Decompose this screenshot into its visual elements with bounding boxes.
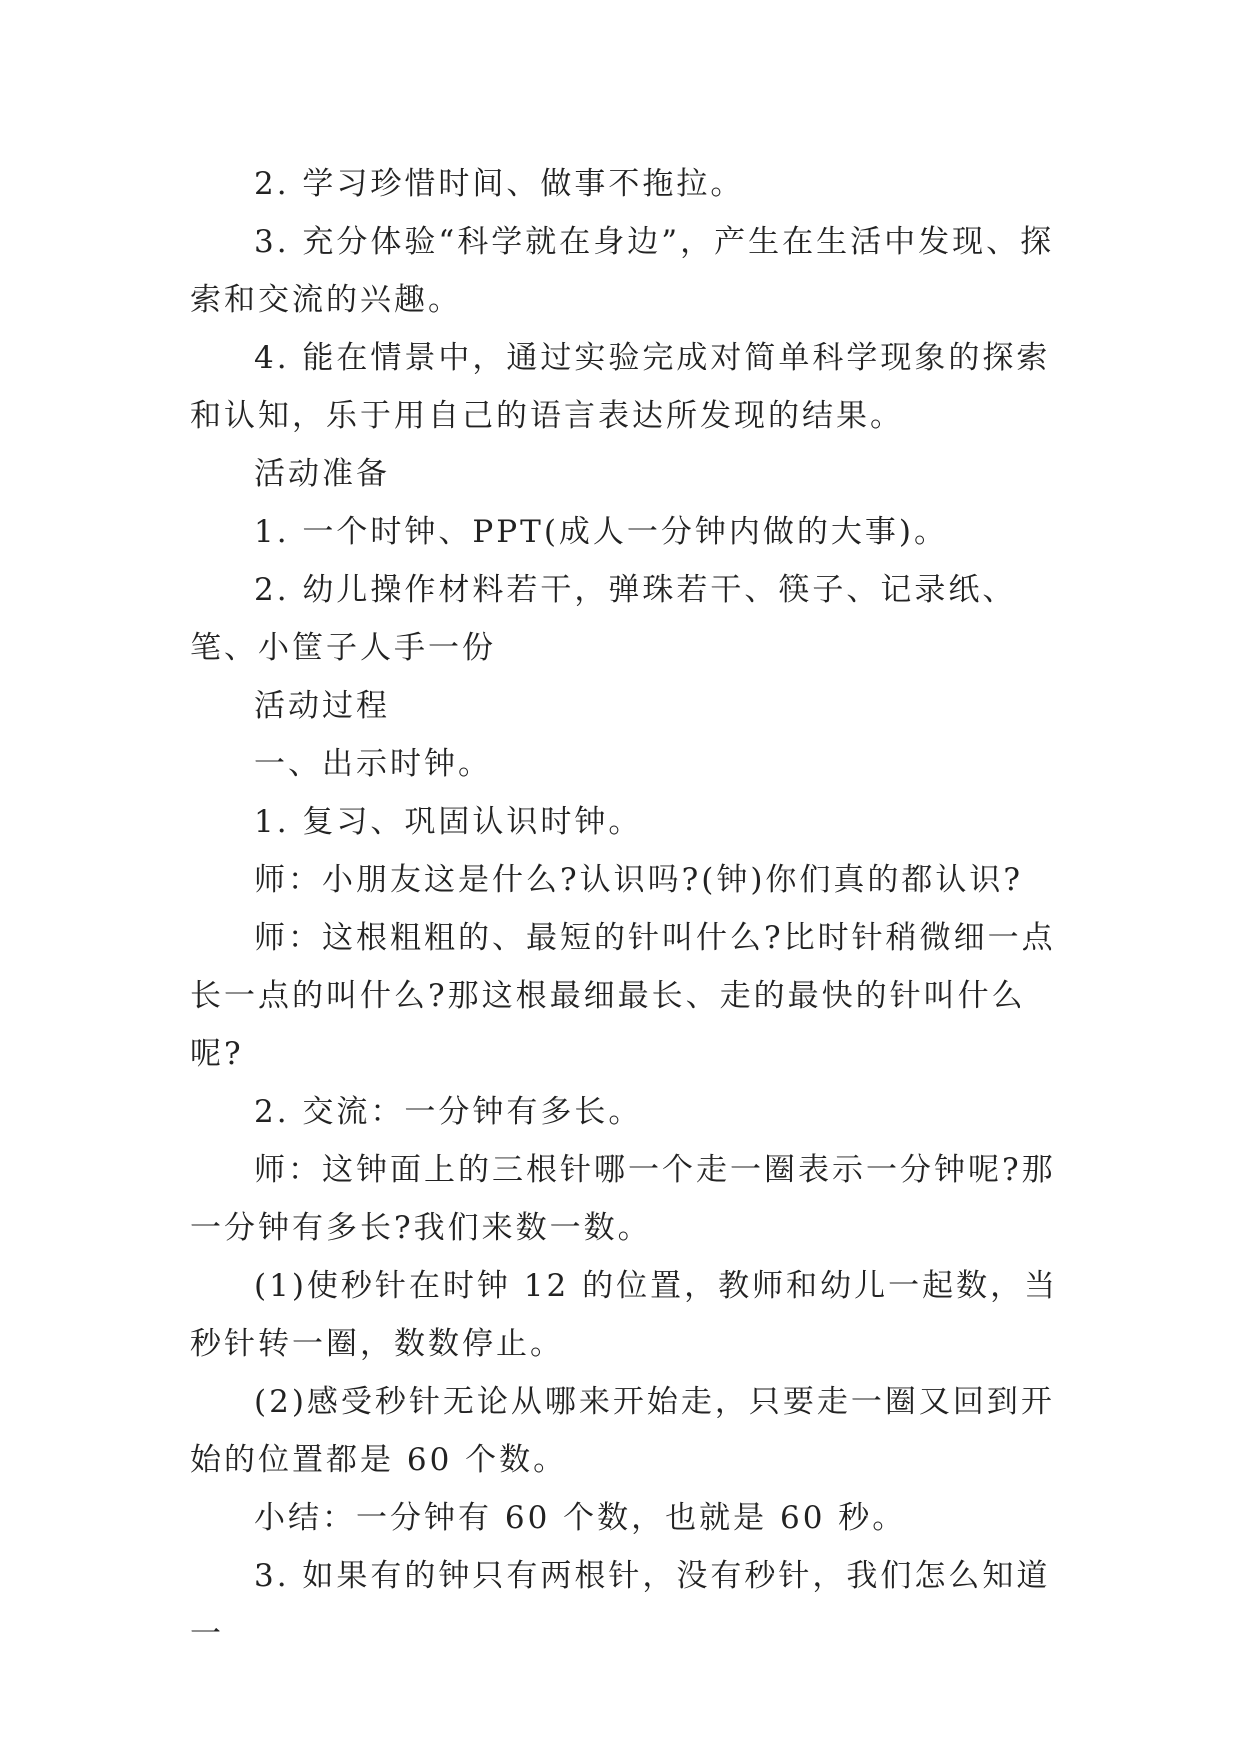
paragraph-prep-1: 1. 一个时钟、PPT(成人一分钟内做的大事)。 [254, 514, 949, 550]
paragraph-step-2: (2)感受秒针无论从哪来开始走，只要走一圈又回到开始的位置都是 60 个数。 [190, 1384, 1055, 1478]
paragraph-step-1: (1)使秒针在时钟 12 的位置，教师和幼儿一起数，当秒针转一圈，数数停止。 [190, 1268, 1059, 1362]
paragraph-process-3: 3. 如果有的钟只有两根针，没有秒针，我们怎么知道一 [190, 1558, 1051, 1652]
paragraph-prep-2: 2. 幼儿操作材料若干，弹珠若干、筷子、记录纸、笔、小筐子人手一份 [190, 572, 1017, 666]
heading-activity-preparation: 活动准备 [254, 456, 390, 492]
paragraph-teacher-question-3: 师：这钟面上的三根针哪一个走一圈表示一分钟呢?那一分钟有多长?我们来数一数。 [190, 1152, 1056, 1246]
document-body [190, 155, 1070, 1663]
paragraph-process-2: 2. 交流：一分钟有多长。 [254, 1094, 643, 1130]
paragraph-summary: 小结：一分钟有 60 个数，也就是 60 秒。 [254, 1500, 907, 1536]
heading-activity-process: 活动过程 [254, 688, 390, 724]
paragraph-teacher-question-2: 师：这根粗粗的、最短的针叫什么?比时针稍微细一点长一点的叫什么?那这根最细最长、走的最快的针叫什么呢? [190, 920, 1056, 1072]
paragraph-process-1: 1. 复习、巩固认识时钟。 [254, 804, 643, 840]
paragraph-goal-4: 4. 能在情景中，通过实验完成对简单科学现象的探索和认知，乐于用自己的语言表达所发现的结果。 [190, 340, 1051, 434]
heading-show-clock: 一、出示时钟。 [254, 746, 492, 782]
paragraph-goal-3: 3. 充分体验“科学就在身边”，产生在生活中发现、探索和交流的兴趣。 [190, 224, 1055, 318]
paragraph-teacher-question-1: 师：小朋友这是什么?认识吗?(钟)你们真的都认识? [254, 862, 1024, 898]
paragraph-goal-2: 2. 学习珍惜时间、做事不拖拉。 [254, 166, 745, 202]
